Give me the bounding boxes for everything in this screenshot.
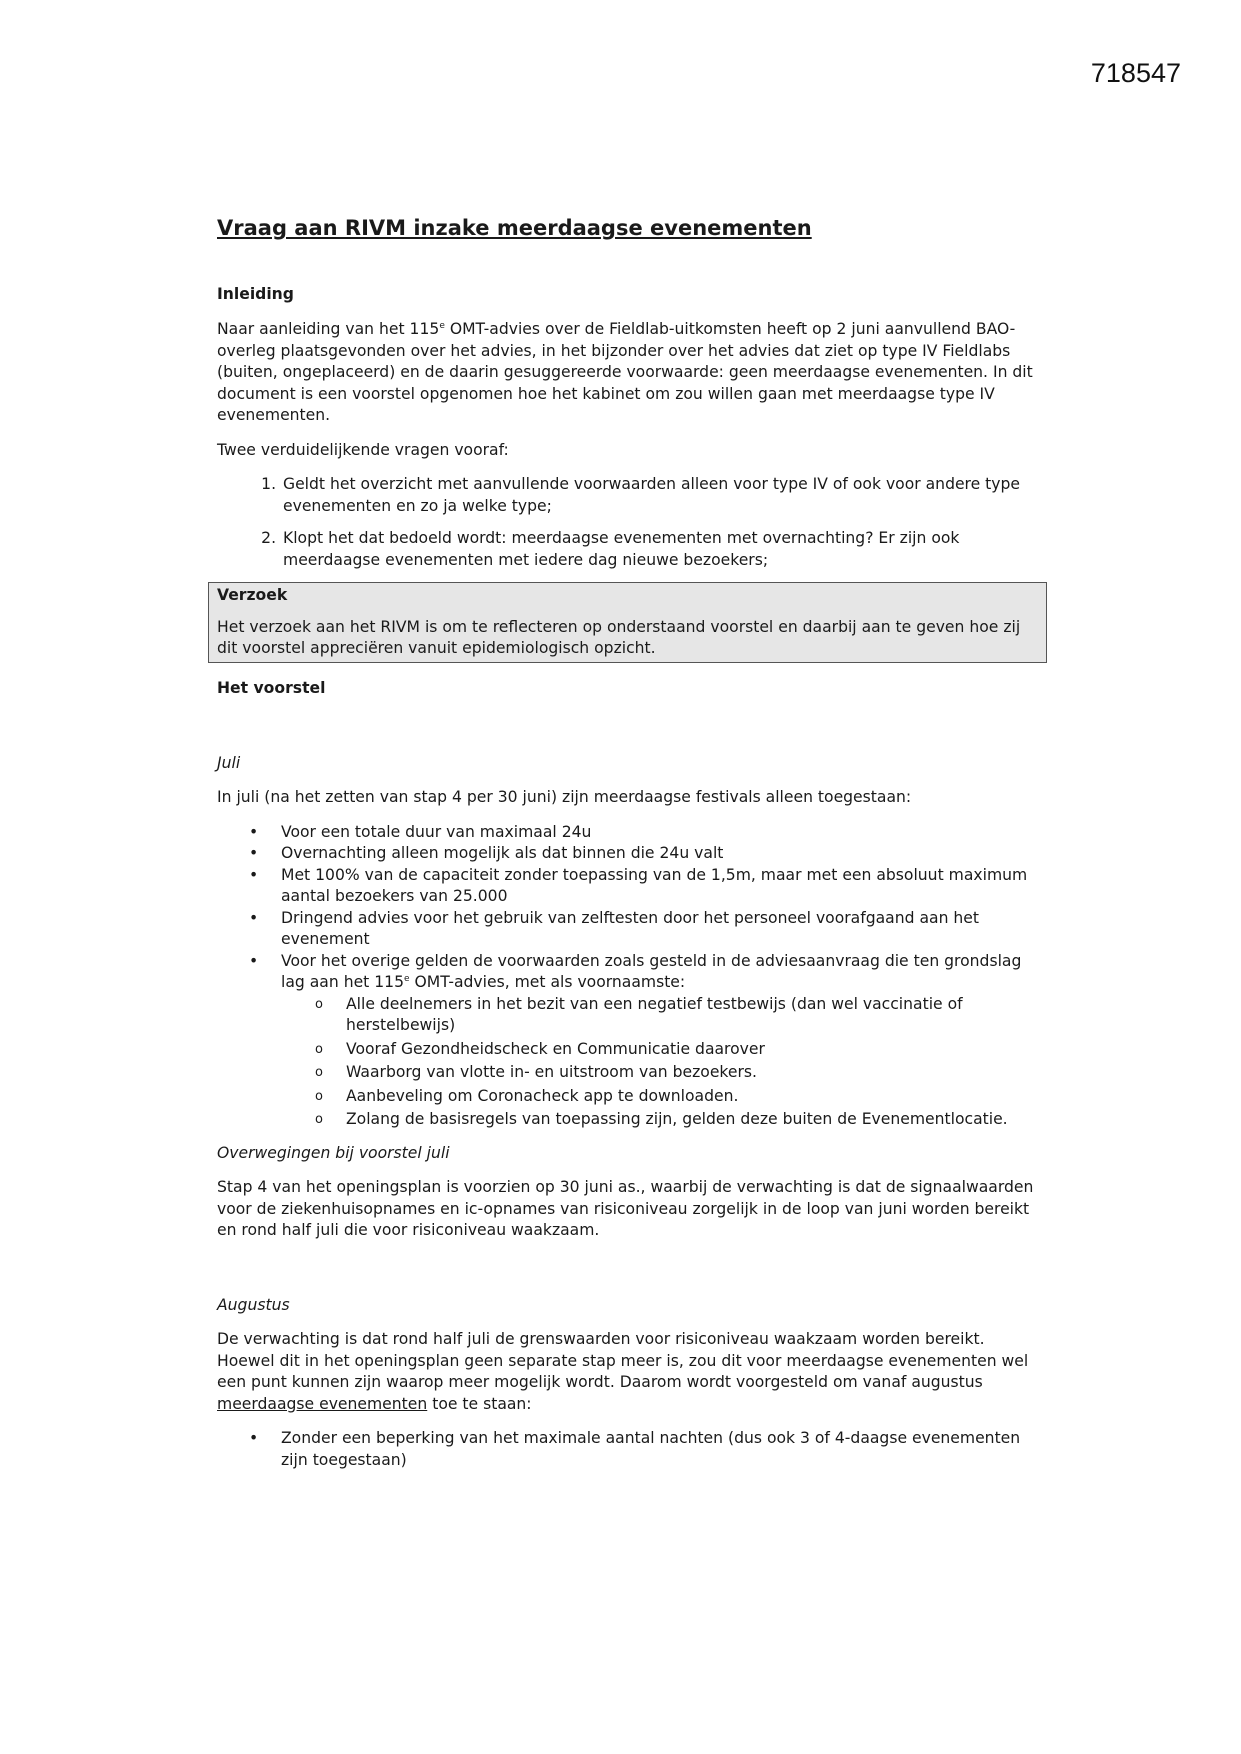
july-sub-list	[281, 994, 1037, 1131]
list-item: • Met 100% van de capaciteit zonder toepassing van de 1,5m, maar met een absoluut maximum aantal bezoekers van 25.000	[281, 865, 1037, 908]
sub-list-item: o Alle deelnemers in het bezit van een negatief testbewijs (dan wel vaccinatie of herstelbewijs)	[346, 994, 1037, 1037]
august-text: De verwachting is dat rond half juli de grenswaarden voor risiconiveau waakzaam worden bereikt. Hoewel dit in het openingsplan geen separate stap meer is, zou dit voor meerdaagse evenementen wel een punt kunnen zijn waarop meer mogelijk wordt. Daarom wordt voorgesteld om vanaf augustus meerdaagse evenementen toe te staan:	[217, 1330, 1029, 1413]
sub-list-item: o Vooraf Gezondheidscheck en Communicatie daarover	[346, 1039, 1037, 1061]
proposal-heading: Het voorstel	[217, 678, 326, 697]
question-item: 2. Klopt het dat bedoeld wordt: meerdaagse evenementen met overnachting? Er zijn ook meerdaagse evenementen met iedere dag nieuwe bezoekers;	[281, 528, 1037, 571]
document-page	[217, 214, 1037, 1483]
questions-list	[217, 474, 1037, 571]
question-item: 1. Geldt het overzicht met aanvullende voorwaarden alleen voor type IV of ook voor andere type evenementen en zo ja welke type;	[281, 474, 1037, 517]
list-item: • Voor een totale duur van maximaal 24u	[281, 822, 1037, 844]
document-title: Vraag aan RIVM inzake meerdaagse evenementen	[217, 216, 812, 240]
july-intro: In juli (na het zetten van stap 4 per 30 juni) zijn meerdaagse festivals alleen toegestaan:	[217, 788, 912, 806]
august-heading: Augustus	[217, 1295, 290, 1314]
list-item: • Overnachting alleen mogelijk als dat binnen die 24u valt	[281, 843, 1037, 865]
intro-paragraph: Naar aanleiding van het 115e OMT-advies over de Fieldlab-uitkomsten heeft op 2 juni aanvullend BAO-overleg plaatsgevonden over het advies, in het bijzonder over het advies dat ziet op type IV Fieldlabs (buiten, ongeplaceerd) en de daarin gesuggereerde voorwaarde: geen meerdaagse evenementen. In dit document is een voorstel opgenomen hoe het kabinet om zou willen gaan met meerdaagse type IV evenementen.	[217, 320, 1033, 424]
july-bullet-list	[217, 822, 1037, 1131]
request-text: Het verzoek aan het RIVM is om te reflecteren op onderstaand voorstel en daarbij aan te geven hoe zij dit voorstel appreciëren vanuit epidemiologisch opzicht.	[217, 617, 1021, 657]
july-heading: Juli	[217, 753, 241, 772]
request-box	[208, 582, 1047, 663]
request-heading: Verzoek	[217, 586, 288, 604]
intro-questions-lead: Twee verduidelijkende vragen vooraf:	[217, 440, 509, 459]
intro-heading: Inleiding	[217, 285, 294, 303]
august-bullet-list	[217, 1428, 1037, 1471]
sub-list-item: o Zolang de basisregels van toepassing zijn, gelden deze buiten de Evenementlocatie.	[346, 1109, 1037, 1131]
document-number: 718547	[1090, 58, 1181, 88]
sub-list-item: o Aanbeveling om Coronacheck app te downloaden.	[346, 1086, 1037, 1108]
list-item: • Zonder een beperking van het maximale aantal nachten (dus ook 3 of 4-daagse evenementen zijn toegestaan)	[281, 1428, 1037, 1471]
considerations-text: Stap 4 van het openingsplan is voorzien op 30 juni as., waarbij de verwachting is dat de signaalwaarden voor de ziekenhuisopnames en ic-opnames van risiconiveau zorgelijk in de loop van juni worden bereikt en rond half juli die voor risiconiveau waakzaam.	[217, 1178, 1034, 1239]
considerations-heading: Overwegingen bij voorstel juli	[217, 1143, 450, 1162]
sub-list-item: o Waarborg van vlotte in- en uitstroom van bezoekers.	[346, 1062, 1037, 1084]
list-item: • Voor het overige gelden de voorwaarden zoals gesteld in de adviesaanvraag die ten grondslag lag aan het 115e OMT-advies, met als voornaamste: o Alle deelnemers in het bezit van een negatief testbewijs (dan wel vaccinatie of herstelbewijs) o Vooraf Gezondheidscheck en Communicatie daarover o Waarborg van vlotte in- en uitstroom van bezoekers. o Aanbeveling om Coronacheck app te downloaden. o Zolang de basisregels van toepassing zijn, gelden deze buiten de Evenementlocatie.	[281, 951, 1037, 1131]
list-item: • Dringend advies voor het gebruik van zelftesten door het personeel voorafgaand aan het evenement	[281, 908, 1037, 951]
